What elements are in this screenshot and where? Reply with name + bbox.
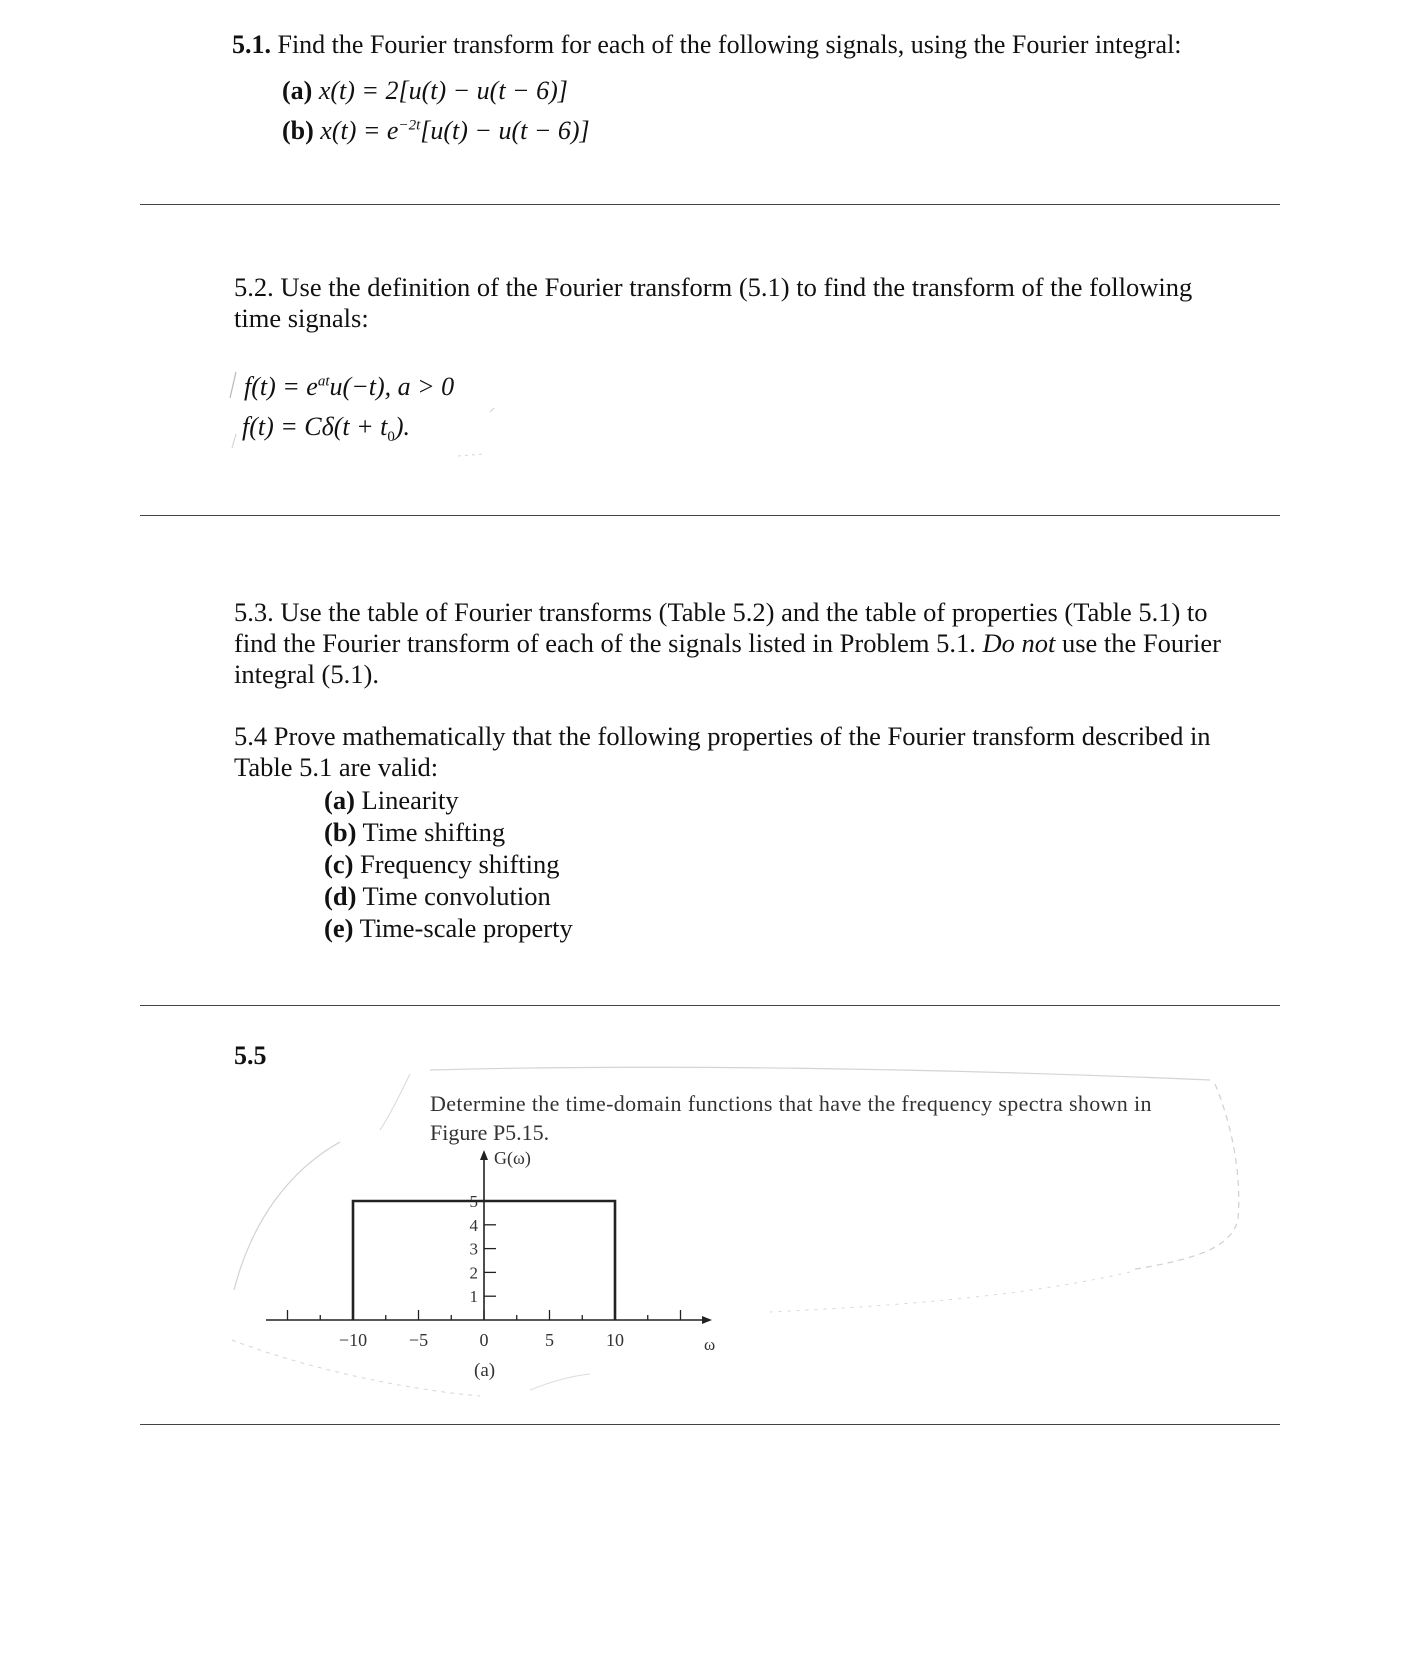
y-tick-label: 4 bbox=[469, 1215, 478, 1235]
y-axis-arrow bbox=[480, 1150, 488, 1160]
part-b-label: (b) bbox=[282, 116, 314, 145]
list-item bbox=[324, 784, 573, 816]
divider-1 bbox=[140, 204, 1280, 205]
list-item bbox=[324, 816, 573, 848]
problem-5-4-list bbox=[324, 784, 573, 944]
description-line-1: Determine the time-domain functions that have the frequency spectra shown in bbox=[430, 1091, 1152, 1116]
y-tick-label: 2 bbox=[469, 1263, 478, 1283]
list-item bbox=[324, 912, 573, 944]
divider-2 bbox=[140, 515, 1280, 516]
list-item-text: Linearity bbox=[354, 785, 459, 815]
divider-3 bbox=[140, 1005, 1280, 1006]
list-item-label: (d) bbox=[324, 881, 357, 911]
problem-5-4-line-1: 5.4 Prove mathematically that the following properties of the Fourier transform described in bbox=[234, 721, 1211, 751]
x-tick-label: −10 bbox=[338, 1330, 368, 1350]
problem-5-3-line-2 bbox=[234, 628, 1221, 659]
eq-2-subscript: 0 bbox=[387, 429, 395, 446]
eq-2-post: ). bbox=[394, 412, 411, 441]
list-item-text: Frequency shifting bbox=[353, 849, 560, 879]
part-b-eq-exponent: −2t bbox=[398, 117, 421, 134]
list-item-label: (b) bbox=[324, 817, 357, 847]
eq-1-exponent: at bbox=[317, 373, 330, 390]
problem-5-3-line-2-pre: find the Fourier transform of each of the signals listed in Problem 5.1. bbox=[234, 628, 983, 658]
x-tick-label: 0 bbox=[479, 1330, 489, 1350]
problem-5-3-line-1: 5.3. Use the table of Fourier transforms (Table 5.2) and the table of properties (Table 5.1) to bbox=[234, 597, 1208, 627]
problem-5-5-number: 5.5 bbox=[234, 1041, 267, 1070]
problem-5-1-number: 5.1. bbox=[232, 30, 271, 59]
part-a-label: (a) bbox=[282, 76, 313, 105]
y-tick-label: 3 bbox=[469, 1239, 478, 1259]
x-tick-label: 5 bbox=[545, 1330, 554, 1350]
problem-5-5-description bbox=[430, 1089, 1152, 1147]
list-item-label: (c) bbox=[324, 849, 354, 879]
eq-2-pre: f(t) = Cδ(t + t bbox=[242, 412, 388, 441]
list-item bbox=[324, 880, 573, 912]
y-axis-title: G(ω) bbox=[494, 1150, 531, 1168]
problem-5-2-line-1: 5.2. Use the definition of the Fourier transform (5.1) to find the transform of the following bbox=[234, 272, 1193, 302]
problem-5-3-line-2-post: use the Fourier bbox=[1055, 628, 1221, 658]
figure-caption: (a) bbox=[474, 1360, 496, 1380]
x-tick-label: −5 bbox=[408, 1330, 429, 1350]
part-b-eq-post: [u(t) − u(t − 6)] bbox=[420, 116, 590, 145]
eq-1-post: u(−t), a > 0 bbox=[329, 372, 455, 401]
list-item-label: (e) bbox=[324, 913, 354, 943]
problem-5-3-line-3: integral (5.1). bbox=[234, 659, 379, 689]
problem-5-4-line-2: Table 5.1 are valid: bbox=[234, 752, 439, 782]
problem-5-3-text bbox=[234, 597, 1221, 690]
problem-5-4-text bbox=[234, 721, 1211, 783]
eq-1-pre: f(t) = e bbox=[244, 372, 318, 401]
list-item-text: Time convolution bbox=[356, 881, 551, 911]
problem-5-2-text bbox=[234, 272, 1192, 334]
list-item-text: Time-scale property bbox=[353, 913, 573, 943]
part-b-eq-pre: x(t) = e bbox=[320, 116, 399, 145]
y-tick-label: 1 bbox=[469, 1287, 478, 1307]
problem-5-1-part-b bbox=[282, 116, 590, 146]
snippet-crop-marks bbox=[228, 368, 508, 458]
problem-5-2-line-2: time signals: bbox=[234, 303, 369, 333]
y-tick-label: 5 bbox=[469, 1192, 478, 1211]
list-item bbox=[324, 848, 573, 880]
part-a-equation: x(t) = 2[u(t) − u(t − 6)] bbox=[318, 76, 568, 105]
problem-5-1-part-a bbox=[282, 76, 568, 106]
x-tick-label: 10 bbox=[606, 1330, 624, 1350]
spectrum-chart bbox=[260, 1150, 730, 1380]
problem-5-1-heading bbox=[232, 30, 1182, 60]
x-axis-arrow bbox=[702, 1316, 712, 1324]
x-axis-title: ω bbox=[704, 1335, 716, 1354]
problem-5-1-title: Find the Fourier transform for each of the following signals, using the Fourier integral: bbox=[277, 30, 1182, 59]
list-item-label: (a) bbox=[324, 785, 355, 815]
divider-4 bbox=[140, 1424, 1280, 1425]
list-item-text: Time shifting bbox=[356, 817, 506, 847]
description-line-2: Figure P5.15. bbox=[430, 1120, 550, 1145]
problem-5-3-emphasis: Do not bbox=[982, 628, 1056, 658]
